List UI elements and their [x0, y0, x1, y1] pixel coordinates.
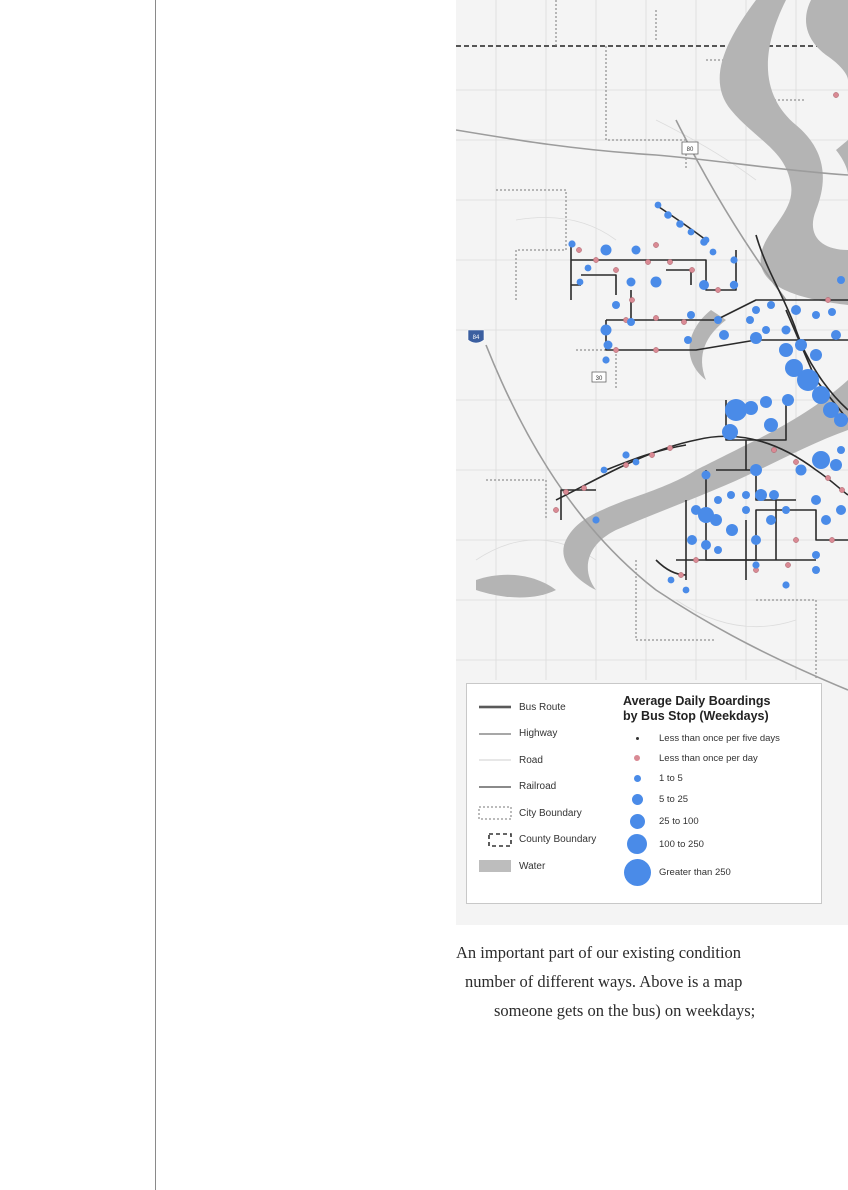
legend-item-railroad [477, 774, 627, 801]
legend-label: Bus Route [519, 701, 566, 713]
legend-label: Road [519, 754, 543, 766]
blue-dot-1-icon [634, 775, 641, 782]
blue-dot-2-icon [632, 794, 643, 805]
legend-size-row [623, 810, 819, 832]
blue-dot-3-icon [630, 814, 645, 829]
legend-size-label: 1 to 5 [659, 773, 683, 784]
highway-line-icon [477, 727, 513, 741]
legend-size-row [623, 768, 819, 789]
legend-item-bus-route [477, 694, 627, 721]
bus-route-line-icon [477, 700, 513, 714]
blue-dot-5-icon [624, 859, 651, 886]
caption-line-1: An important part of our existing condition [456, 943, 742, 962]
small-pink-dot-icon [634, 755, 640, 761]
water-swatch-icon [477, 859, 513, 873]
legend-item-county-boundary [477, 827, 627, 854]
road-line-icon [477, 753, 513, 767]
legend-size-label: 25 to 100 [659, 815, 699, 827]
county-boundary-box-icon [477, 833, 513, 847]
legend-size-row [623, 832, 819, 856]
legend-item-city-boundary [477, 800, 627, 827]
railroad-line-icon [477, 780, 513, 794]
legend-title-line-1: Average Daily Boardings [623, 694, 771, 708]
legend-label: County Boundary [519, 834, 597, 846]
legend-boardings [623, 694, 819, 888]
legend-size-row [623, 748, 819, 768]
map-legend [466, 683, 822, 904]
legend-item-road [477, 747, 627, 774]
legend-size-label: 5 to 25 [659, 794, 689, 805]
caption-line-3: someone gets on the bus) on weekdays; [494, 1001, 756, 1020]
legend-label: City Boundary [519, 807, 582, 819]
legend-size-label: Less than once per five days [659, 732, 780, 744]
legend-size-row [623, 856, 819, 888]
legend-size-row [623, 789, 819, 810]
legend-size-label: Greater than 250 [659, 866, 731, 878]
legend-label: Water [519, 860, 546, 872]
legend-item-highway [477, 721, 627, 748]
legend-item-water [477, 853, 627, 880]
legend-size-label: Less than once per day [659, 752, 758, 764]
legend-size-row [623, 728, 819, 748]
route-shield-label-3: 30 [595, 376, 603, 382]
legend-label: Highway [519, 728, 558, 740]
legend-size-label: 100 to 250 [659, 838, 704, 850]
sidebar-divider [155, 0, 156, 1190]
route-shield-label-1: 80 [686, 147, 694, 153]
city-boundary-box-icon [477, 806, 513, 820]
legend-line-features [477, 694, 627, 880]
legend-title-line-2: by Bus Stop (Weekdays) [623, 709, 769, 723]
tiny-dark-dot-icon [636, 737, 639, 740]
caption-line-2: number of different ways. Above is a map [465, 972, 743, 991]
legend-label: Railroad [519, 781, 557, 793]
blue-dot-4-icon [627, 834, 647, 854]
map-caption [456, 938, 848, 1025]
route-shield-label-2: 84 [472, 335, 480, 341]
